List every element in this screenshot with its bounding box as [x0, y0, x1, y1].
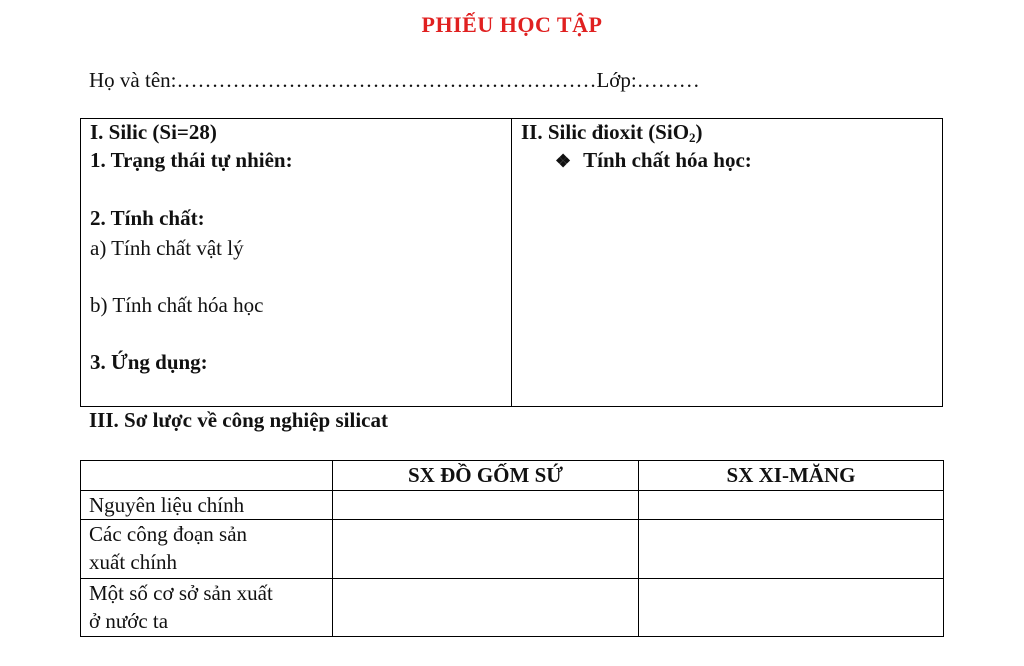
silic-box — [80, 118, 943, 407]
box-divider — [511, 119, 512, 406]
row-label-line: Các công đoạn sản — [89, 522, 248, 546]
row-label-production-stages — [81, 520, 333, 579]
name-class-line: Họ và tên:……………………………………………………Lớp:……… — [89, 68, 700, 92]
row-label-line: Nguyên liệu chính — [89, 493, 245, 517]
table-header-row — [81, 461, 944, 491]
table-header-cement: SX XI-MĂNG — [639, 461, 944, 491]
chemical-properties-label: b) Tính chất hóa học — [90, 293, 264, 317]
row-label-line: ở nước ta — [89, 609, 169, 633]
cell-cement-production-stages — [639, 520, 944, 579]
worksheet-title: PHIẾU HỌC TẬP — [421, 12, 603, 37]
cell-ceramics-production-stages — [333, 520, 639, 579]
silic-heading: I. Silic (Si=28) — [90, 120, 217, 144]
table-row — [81, 520, 944, 579]
row-label-raw-materials — [81, 491, 333, 520]
silicate-industry-heading: III. Sơ lược về công nghiệp silicat — [89, 408, 388, 432]
physical-properties-label: a) Tính chất vật lý — [90, 236, 244, 260]
sio2-heading-suffix: ) — [695, 120, 703, 144]
table-header-ceramics: SX ĐỒ GỐM SỨ — [333, 461, 639, 491]
row-label-line: xuất chính — [89, 550, 178, 574]
properties-heading: 2. Tính chất: — [90, 206, 205, 230]
sio2-heading-prefix: II. Silic đioxit (SiO — [521, 120, 690, 144]
table-header-empty — [81, 461, 333, 491]
cell-cement-raw-materials — [639, 491, 944, 520]
natural-state-heading: 1. Trạng thái tự nhiên: — [90, 148, 293, 172]
sio2-chemical-properties — [555, 148, 752, 173]
silicon-dioxide-heading — [521, 120, 703, 146]
table-row — [81, 491, 944, 520]
sio2-chemical-properties-label: Tính chất hóa học: — [583, 148, 752, 172]
cell-cement-facilities — [639, 579, 944, 637]
sio2-subscript: 2 — [689, 130, 696, 145]
cell-ceramics-facilities — [333, 579, 639, 637]
diamond-bullet-icon: ❖ — [555, 151, 572, 171]
row-label-line: Một số cơ sở sản xuất — [89, 581, 273, 605]
row-label-facilities — [81, 579, 333, 637]
cell-ceramics-raw-materials — [333, 491, 639, 520]
applications-heading: 3. Ứng dụng: — [90, 350, 208, 374]
silicate-table — [80, 460, 944, 637]
table-row — [81, 579, 944, 637]
